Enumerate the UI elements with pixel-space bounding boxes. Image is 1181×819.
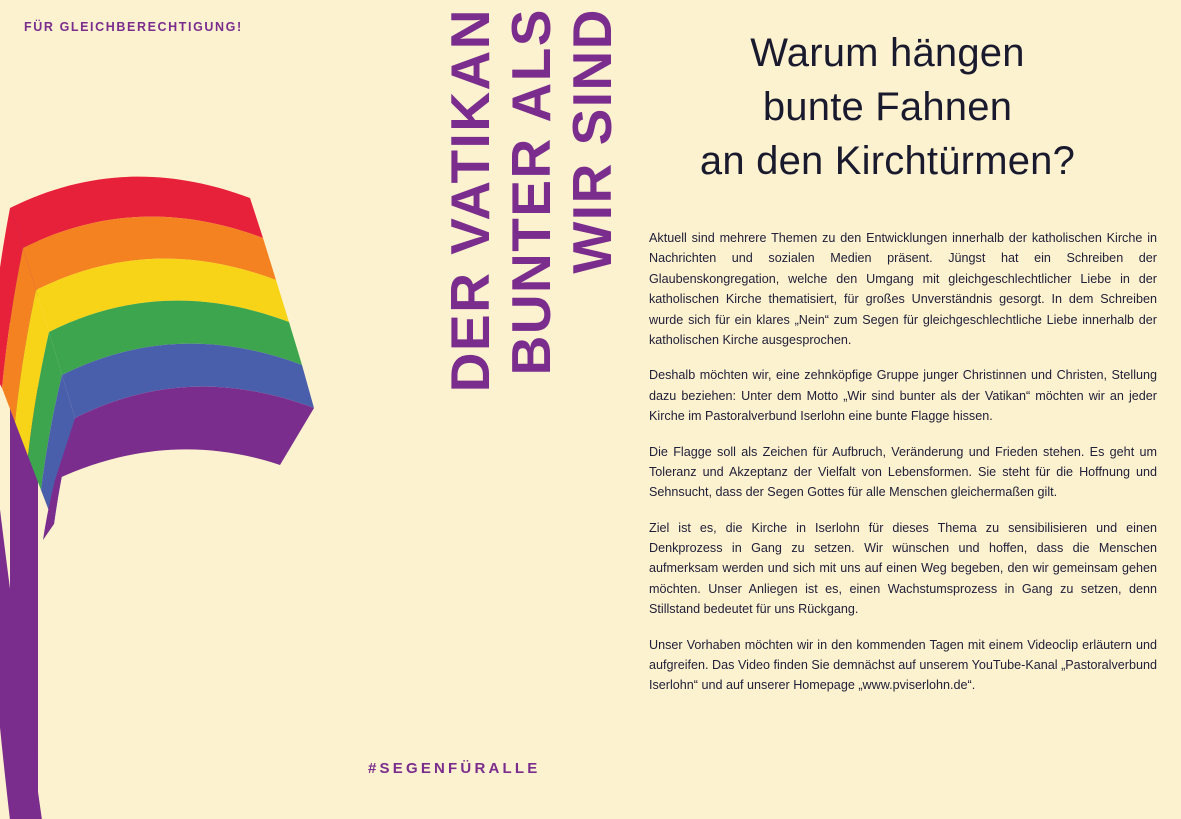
vertical-headline-line-1: WIR SIND [561, 8, 623, 274]
right-panel [625, 0, 1181, 819]
paragraph-1: Aktuell sind mehrere Themen zu den Entwicklungen innerhalb der katholischen Kirche in Nachrichten und sozialen Medien präsent. Jüngst hat ein Schreiben der Glaubenskongregation, welche den Umgang mit gleichgeschlechtlicher Liebe in der katholischen Kirche thematisiert, für großes Unverständnis gesorgt. In dem Schreiben wurde sich für ein klares „Nein“ zum Segen für gleichgeschlechtliche Liebe innerhalb der katholischen Kirche ausgesprochen. [649, 231, 1157, 347]
hashtag-text: #SEGENFÜRALLE [368, 760, 541, 777]
page-title [625, 26, 1150, 188]
paragraph-3: Die Flagge soll als Zeichen für Aufbruch, Veränderung und Frieden stehen. Es geht um Toleranz und Akzeptanz der Vielfalt von Lebensformen. Sie steht für die Hoffnung und Sehnsucht, dass der Segen Gottes für alle Menschen gleichermaßen gilt. [649, 444, 1157, 500]
paragraph-2: Deshalb möchten wir, eine zehnköpfige Gruppe junger Christinnen und Christen, Stellung dazu beziehen: Unter dem Motto „Wir sind bunter als der Vatikan“ möchten wir an jeder Kirche im Pastoralverbund Iserlohn eine bunte Flagge hissen. [649, 368, 1157, 424]
paragraph-5: Unser Vorhaben möchten wir in den kommenden Tagen mit einem Videoclip erläutern und aufgreifen. Das Video finden Sie demnächst auf unserem YouTube-Kanal „Pastoralverbund Iserlohn“ und auf unserer Homepage „www.pviserlohn.de“. [649, 637, 1157, 693]
headline-line-2: bunte Fahnen [762, 85, 1013, 129]
vertical-headline-line-2: BUNTER ALS [500, 8, 562, 376]
vertical-headline-line-3: DER VATIKAN [439, 8, 501, 393]
headline-line-1: Warum hängen [750, 31, 1025, 75]
headline-line-3: an den Kirchtürmen? [699, 139, 1076, 183]
body-copy [649, 228, 1157, 696]
vertical-headline [330, 0, 623, 520]
rainbow-pride-flag [0, 160, 320, 819]
tagline-text: FÜR GLEICHBERECHTIGUNG! [24, 20, 243, 34]
paragraph-4: Ziel ist es, die Kirche in Iserlohn für dieses Thema zu sensibilisieren und einen Denkprozess in Gang zu setzen. Wir wünschen und hoffen, dass die Menschen aufmerksam werden und sich mit uns auf einen Weg begeben, den wir gemeinsam gehen möchten. Unser Anliegen ist es, einen Wachstumsprozess in Gang zu setzen, denn Stillstand bedeutet für uns Rückgang. [649, 520, 1157, 617]
